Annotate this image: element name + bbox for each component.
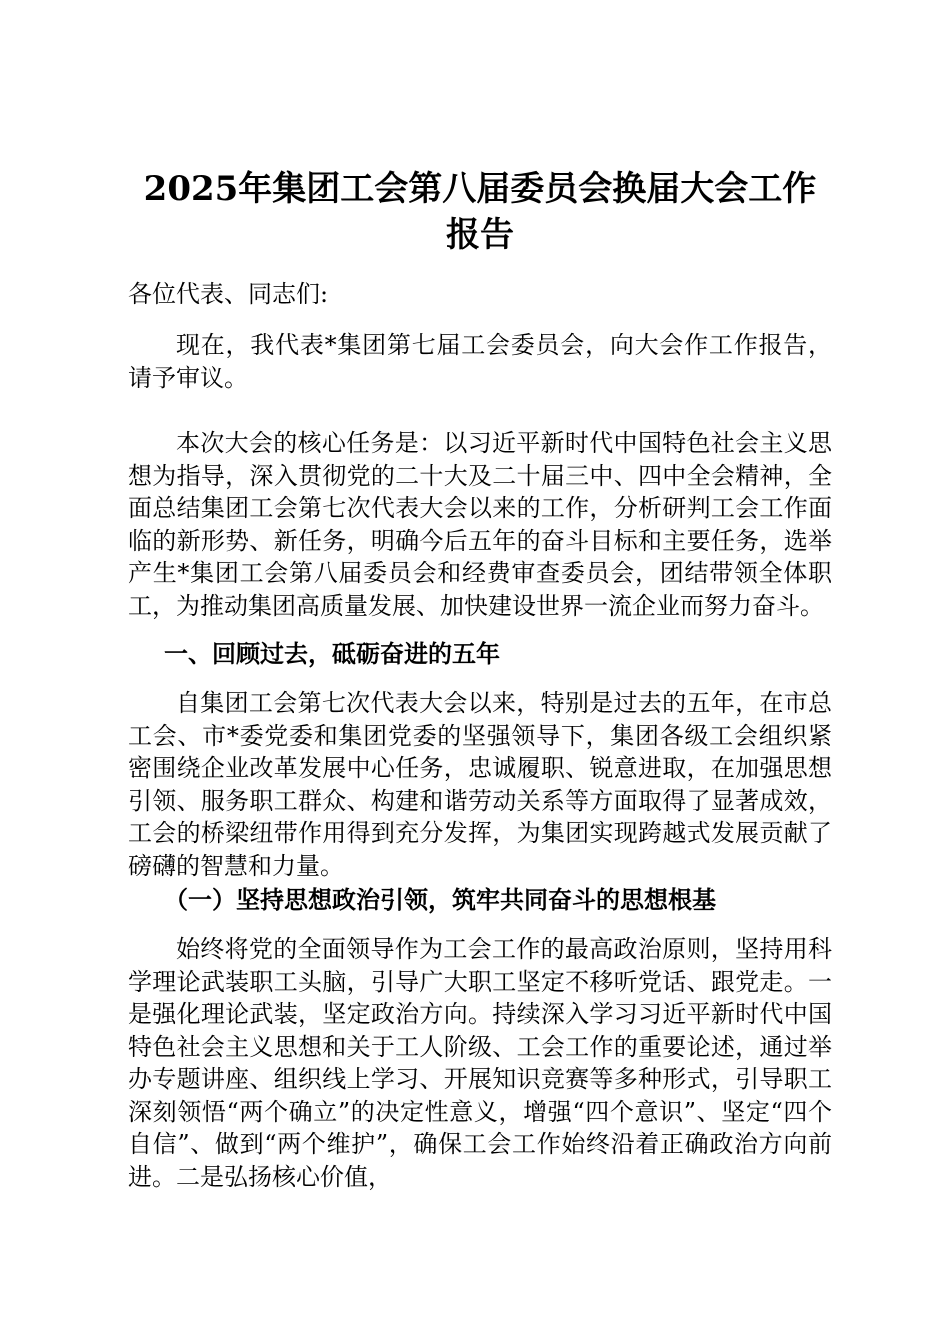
paragraph-opening: 现在，我代表*集团第七届工会委员会，向大会作工作报告，请予审议。 <box>128 331 832 392</box>
section-heading-review: 一、回顾过去，砥砺奋进的五年 <box>164 639 500 668</box>
paragraph-ideology: 始终将党的全面领导作为工会工作的最高政治原则，坚持用科学理论武装职工头脑，引导广大职工坚定不移听党话、跟党走。一是强化理论武装，坚定政治方向。持续深入学习习近平新时代中国特色社会主义思想和关于工人阶级、工会工作的重要论述，通过举办专题讲座、组织线上学习、开展知识竞赛等多种形式，引导职工深刻领悟“两个确立”的决定性意义，增强“四个意识”、坚定“四个自信”、做到“两个维护”，确保工会工作始终沿着正确政治方向前进。二是弘扬核心价值， <box>128 935 832 1191</box>
title-line-2: 报告 <box>446 215 514 255</box>
salutation: 各位代表、同志们: <box>128 280 329 308</box>
title-line-1: 2025年集团工会第八届委员会换届大会工作 <box>143 169 817 209</box>
paragraph-core-tasks: 本次大会的核心任务是：以习近平新时代中国特色社会主义思想为指导，深入贯彻党的二十大及二十届三中、四中全会精神，全面总结集团工会第七次代表大会以来的工作，分析研判工会工作面临的新形势、新任务，明确今后五年的奋斗目标和主要任务，选举产生*集团工会第八届委员会和经费审查委员会，团结带领全体职工，为推动集团高质量发展、加快建设世界一流企业而努力奋斗。 <box>128 429 832 620</box>
paragraph-review: 自集团工会第七次代表大会以来，特别是过去的五年，在市总工会、市*委党委和集团党委的坚强领导下，集团各级工会组织紧密围绕企业改革发展中心任务，忠诚履职、锐意进取，在加强思想引领、服务职工群众、构建和谐劳动关系等方面取得了显著成效，工会的桥梁纽带作用得到充分发挥，为集团实现跨越式发展贡献了磅礴的智慧和力量。 <box>128 689 832 880</box>
subsection-heading-ideology: （一）坚持思想政治引领，筑牢共同奋斗的思想根基 <box>164 885 716 914</box>
document-title <box>128 166 832 258</box>
